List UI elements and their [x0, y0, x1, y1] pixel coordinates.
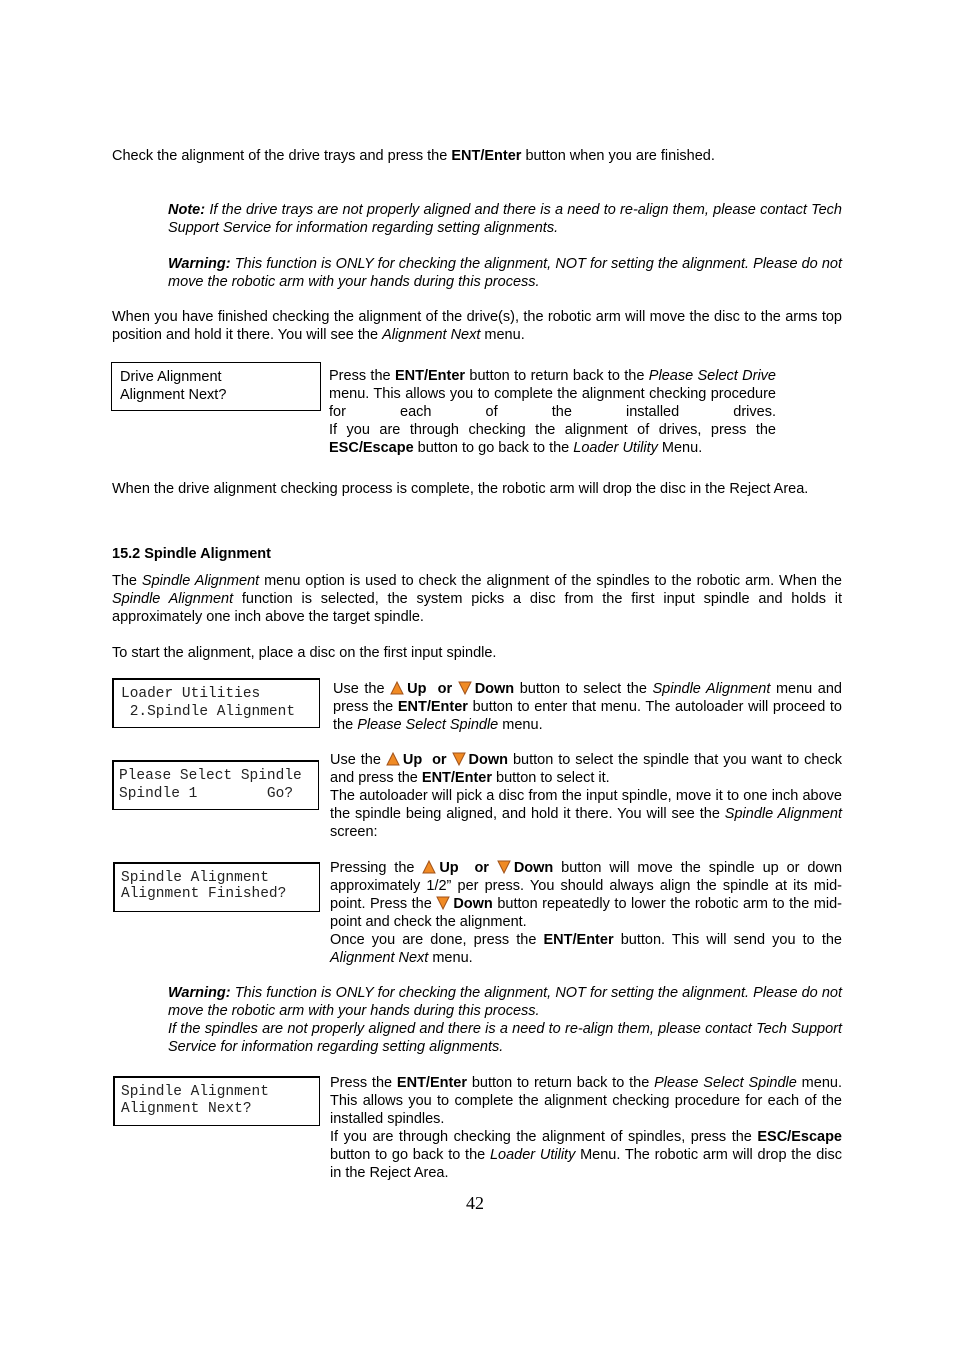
desc-spindle-alignment-next: Press the ENT/Enter button to return back to the Please Select Spindle menu. This allows you to complete the alignment checking procedure for each of the installed spindles. If you are through checking the alignment of spindles, press the ESC/Escape button to go back to the Loader Utility Menu. The robotic arm will drop the disc in the Reject Area. [330, 1075, 842, 1181]
drive-complete-paragraph: When the drive alignment checking process is complete, the robotic arm will drop the disc in the Reject Area. [112, 481, 809, 497]
lcd-line-2: Alignment Next? [120, 387, 227, 403]
start-paragraph: To start the alignment, place a disc on the first input spindle. [112, 645, 497, 661]
finished-paragraph: When you have finished checking the alignment of the drive(s), the robotic arm will move the disc to the arms top position and hold it there. You will see the Alignment Next menu. [112, 309, 842, 343]
intro-paragraph: Check the alignment of the drive trays and press the ENT/Enter button when you are finished. [112, 148, 715, 164]
section-heading: 15.2 Spindle Alignment [112, 546, 271, 562]
warning-drive: Warning: This function is ONLY for checking the alignment, NOT for setting the alignment. Please do not move the robotic arm with your hands during this process. [168, 256, 843, 290]
lcd-line-1: Spindle Alignment [121, 870, 269, 886]
note-drive-trays: Note: If the drive trays are not properly aligned and there is a need to re-align them, please contact Tech Support Service for information regarding setting alignments. [168, 202, 843, 236]
lcd-line-2: 2.Spindle Alignment [121, 704, 296, 720]
lcd-line-2: Spindle 1 Go? [119, 786, 294, 802]
up-arrow-icon [422, 860, 436, 874]
page-number: 42 [466, 1193, 484, 1213]
up-arrow-icon [386, 752, 400, 766]
lcd-loader-utilities [112, 678, 320, 728]
desc-drive-alignment-next: Press the ENT/Enter button to return back to the Please Select Drive menu. This allows you to complete the alignment checking procedure for each of the installed drives. If you are through checking the alignment of drives, press the ESC/Escape button to go back to the Loader Utility Menu. [329, 368, 777, 456]
desc-loader-utilities: Use the Up or Down button to select the Spindle Alignment menu and press the ENT/Enter button to enter that menu. The autoloader will proceed to the Please Select Spindle menu. [333, 681, 842, 733]
down-arrow-icon [452, 752, 466, 766]
desc-spindle-alignment-finished: Pressing the Up or Down button will move the spindle up or down approximately 1/2” per press. You should always align the spindle at its mid-point. Press the Down button repeatedly to lower the robotic arm to the mid-point and check the alignment. Once you are done, press the ENT/Enter button. This will send you to the Alignment Next menu. [330, 860, 843, 966]
down-arrow-icon [436, 896, 450, 910]
lcd-line-2: Alignment Finished? [121, 886, 287, 902]
lcd-line-1: Loader Utilities [121, 686, 261, 702]
lcd-line-2: Alignment Next? [121, 1101, 252, 1117]
desc-please-select-spindle: Use the Up or Down button to select the spindle that you want to check and press the ENT/Enter button to select it. The autoloader will pick a disc from the input spindle, move it to one inch above the spindle being aligned, and hold it there. You will see the Spindle Alignment screen: [330, 752, 843, 840]
lcd-please-select-spindle [112, 760, 319, 810]
spindle-paragraph: The Spindle Alignment menu option is used to check the alignment of the spindles to the robotic arm. When the Spindle Alignment function is selected, the system picks a disc from the first input spindle and holds it approximately one inch above the target spindle. [112, 573, 842, 625]
lcd-line-1: Spindle Alignment [121, 1084, 269, 1100]
down-arrow-icon [497, 860, 511, 874]
lcd-spindle-alignment-finished [113, 862, 320, 912]
up-arrow-icon [390, 681, 404, 695]
warning-spindle: Warning: This function is ONLY for checking the alignment, NOT for setting the alignment. Please do not move the robotic arm with your hands during this process. If the spindles are not properly aligned and there is a need to re-align them, please contact Tech Support Service for information regarding setting alignments. [168, 985, 843, 1055]
lcd-line-1: Please Select Spindle [119, 768, 302, 784]
lcd-drive-alignment-next [111, 362, 321, 411]
lcd-line-1: Drive Alignment [120, 369, 222, 385]
lcd-spindle-alignment-next [113, 1076, 320, 1126]
down-arrow-icon [458, 681, 472, 695]
